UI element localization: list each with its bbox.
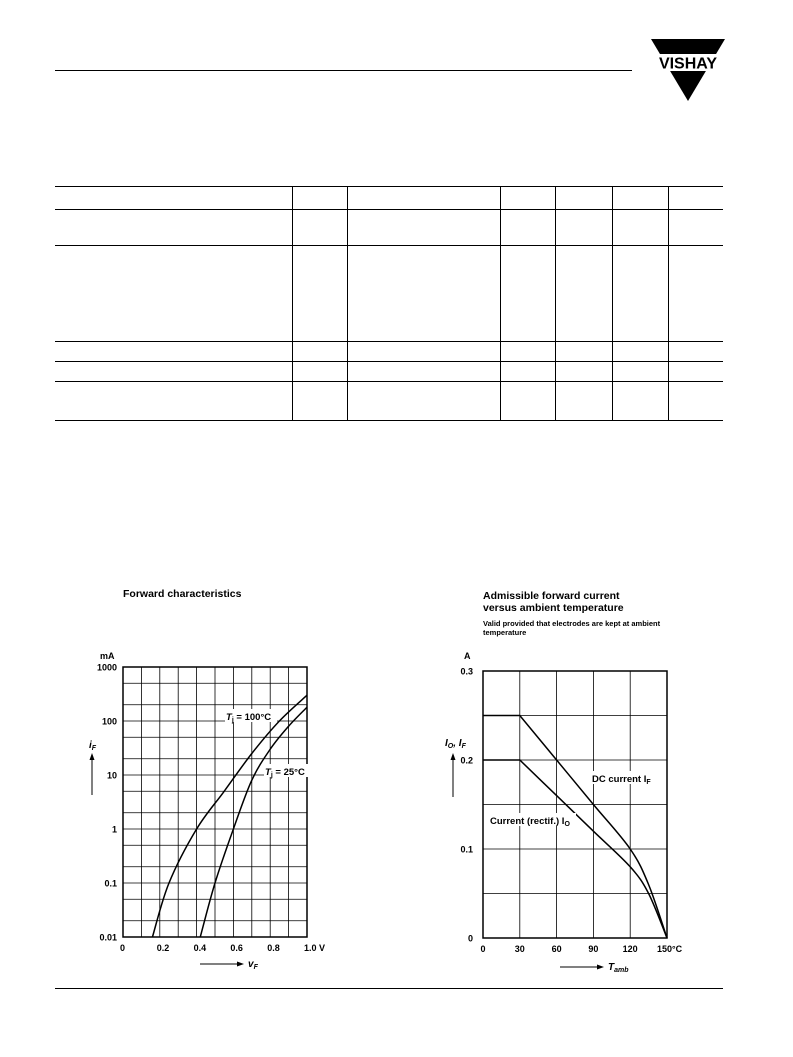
chart1-ytick: 0.1 [104,878,117,889]
chart2-xtick: 150°C [657,944,683,954]
chart2-subtitle-line2: temperature [483,628,527,637]
chart1-xlabel: $v_F$ [248,959,258,971]
chart2-ylabel: $I_O$, $I_F$ [445,738,466,750]
chart1-grid [123,667,307,937]
chart1-xtick: 1.0 V [304,943,326,953]
chart1-label-tj100: $T_j = 100^\circ C$ [226,712,272,724]
chart1-ylabel: $i_F$ [89,740,97,752]
chart2-xtick: 30 [514,944,525,954]
chart1-series-tj25 [200,707,307,937]
chart2-xtick: 120 [622,944,638,954]
footer-rule [55,988,723,989]
chart1-xtick: 0 [120,943,126,953]
chart2-xtick: 0 [480,944,486,954]
header-rule [55,70,632,71]
chart2-ytick: 0.3 [460,666,473,677]
chart1-ytick: 1000 [96,662,117,673]
chart2-title-line2: versus ambient temperature [483,602,624,614]
chart1-ytick: 100 [101,716,117,727]
chart1-title: Forward characteristics [123,588,242,600]
chart2-ytick: 0 [467,933,473,944]
chart2-xlabel: $T_{amb}$ [608,962,629,974]
forward-characteristics-chart [80,645,340,975]
chart1-xtick: 0.8 [267,943,280,953]
chart2-xtick: 60 [551,944,562,954]
chart1-yunit: mA [100,651,115,661]
chart2-yunit: A [464,651,471,661]
chart2-label-rectif: Current (rectif.) $I_O$ [490,816,570,828]
chart1-xtick: 0.6 [230,943,243,953]
chart1-xtick: 0.2 [156,943,170,953]
chart1-xtick: 0.4 [193,943,207,953]
chart2-xtick: 90 [588,944,599,954]
chart2-ytick: 0.1 [460,844,473,855]
chart2-subtitle-line1: Valid provided that electrodes are kept at ambient [483,619,661,628]
vishay-logo [648,38,728,102]
admissible-current-chart [440,645,700,985]
chart2-label-dc: DC current $I_F$ [592,774,651,786]
vishay-logo-text: VISHAY [658,55,718,73]
chart1-ytick: 10 [106,770,117,781]
chart2-grid [483,671,667,938]
chart2-title-line1: Admissible forward current [483,590,620,602]
chart1-ytick: 0.01 [99,932,117,943]
chart1-ytick: 1 [111,824,117,835]
chart1-label-tj25: $T_j = 25^\circ C$ [265,767,305,779]
chart2-ytick: 0.2 [460,755,473,766]
